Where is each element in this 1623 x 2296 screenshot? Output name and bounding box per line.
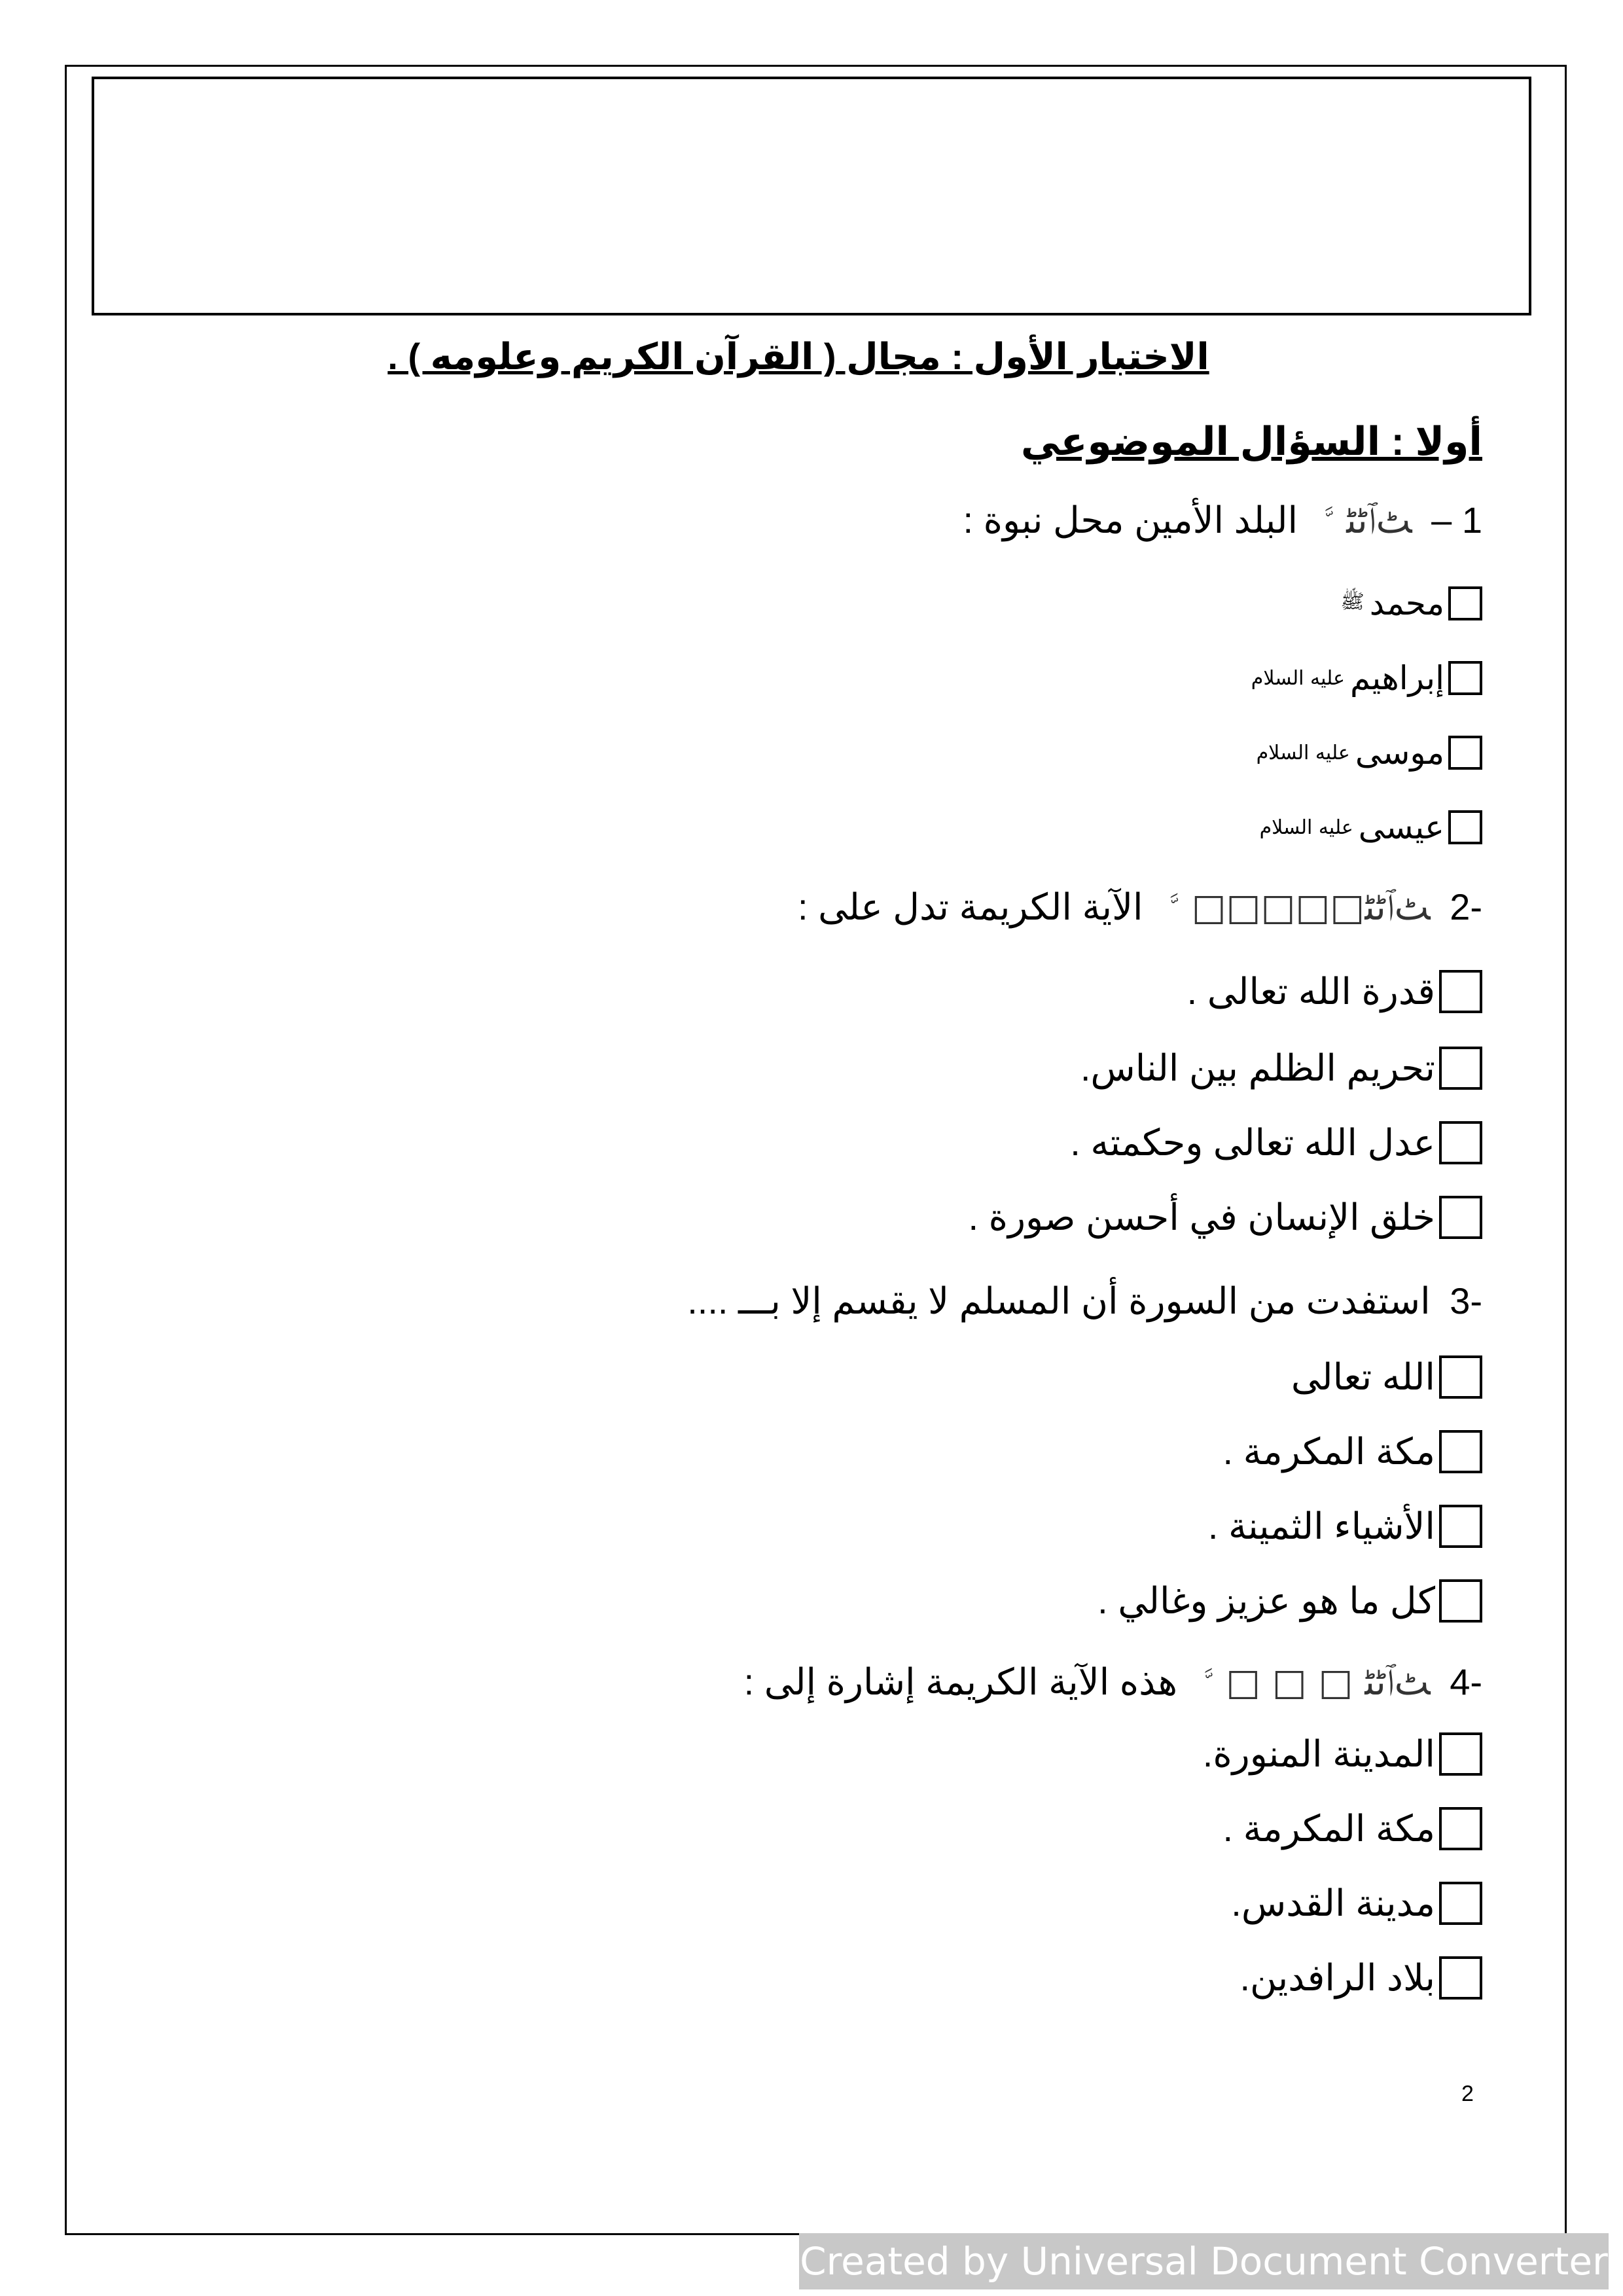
checkbox[interactable] [1439, 1732, 1482, 1776]
option-2-4[interactable] [968, 1191, 1482, 1244]
section-heading: أولا : السؤال الموضوعي [1020, 420, 1482, 463]
option-4-1[interactable] [1203, 1728, 1482, 1780]
honorific-glyph: ﷺ [1340, 590, 1364, 613]
option-label: تحريم الظلم بين الناس. [1080, 1047, 1435, 1088]
checkbox[interactable] [1439, 1956, 1482, 2000]
option-4-3[interactable] [1231, 1877, 1482, 1929]
question-prompt: هذه الآية الكريمة إشارة إلى : [743, 1661, 1178, 1702]
question-prompt: البلد الأمين محل نبوة : [963, 499, 1298, 541]
option-1-4[interactable] [1260, 801, 1482, 853]
option-label: إبراهيم [1349, 660, 1444, 696]
option-3-4[interactable] [1097, 1575, 1482, 1627]
verse-glyphs: ﭧﭐﭨﭩ ﱠ [1323, 499, 1412, 542]
option-1-1[interactable] [1341, 577, 1482, 630]
honorific-glyph: عليه السلام [1256, 741, 1350, 764]
verse-glyphs: ﭧﭐﭨﭩ□□□□□ ﱠ [1169, 886, 1431, 929]
checkbox[interactable] [1439, 1579, 1482, 1623]
checkbox[interactable] [1439, 970, 1482, 1013]
header-box [92, 77, 1531, 315]
question-2 [798, 881, 1482, 934]
option-label: موسى [1355, 734, 1444, 771]
checkbox[interactable] [1448, 810, 1482, 844]
option-label: عيسى [1358, 809, 1444, 846]
option-label: خلق الإنسان في أحسن صورة . [968, 1196, 1435, 1238]
option-label: مكة المكرمة . [1222, 1808, 1435, 1849]
option-2-1[interactable] [1187, 965, 1482, 1018]
option-2-2[interactable] [1080, 1042, 1482, 1094]
option-label: قدرة الله تعالى . [1186, 971, 1435, 1012]
question-number: -3 [1450, 1280, 1482, 1321]
option-3-1[interactable] [1291, 1351, 1482, 1403]
honorific-glyph: عليه السلام [1259, 816, 1353, 839]
option-3-2[interactable] [1223, 1426, 1482, 1478]
question-number: 1 – [1431, 499, 1482, 541]
question-number: -4 [1450, 1661, 1482, 1702]
question-3 [687, 1275, 1482, 1327]
checkbox[interactable] [1439, 1047, 1482, 1090]
option-1-3[interactable] [1257, 726, 1482, 779]
honorific-glyph: عليه السلام [1251, 666, 1345, 690]
option-label: محمد [1369, 585, 1444, 622]
option-label: كل ما هو عزيز وغالي . [1097, 1580, 1435, 1621]
checkbox[interactable] [1439, 1196, 1482, 1239]
checkbox[interactable] [1448, 661, 1482, 695]
option-label: مكة المكرمة . [1222, 1431, 1435, 1472]
question-number: -2 [1450, 886, 1482, 927]
checkbox[interactable] [1439, 1505, 1482, 1548]
checkbox[interactable] [1439, 1882, 1482, 1925]
option-label: الله تعالى [1291, 1356, 1435, 1397]
option-label: عدل الله تعالى وحكمته . [1070, 1122, 1435, 1163]
watermark: Created by Universal Document Converter [799, 2233, 1609, 2289]
checkbox[interactable] [1439, 1807, 1482, 1850]
checkbox[interactable] [1439, 1121, 1482, 1164]
option-label: الأشياء الثمينة . [1207, 1505, 1435, 1547]
option-label: بلاد الرافدين. [1240, 1957, 1435, 1998]
option-4-4[interactable] [1240, 1952, 1482, 2004]
checkbox[interactable] [1448, 736, 1482, 770]
checkbox[interactable] [1439, 1430, 1482, 1473]
checkbox[interactable] [1439, 1355, 1482, 1399]
option-3-3[interactable] [1208, 1500, 1482, 1552]
option-1-2[interactable] [1251, 652, 1482, 704]
exam-title: الاختبار الأول : مجال ( القرآن الكريم وعلومه ) . [387, 336, 1209, 377]
question-4 [744, 1656, 1482, 1709]
question-1 [963, 494, 1482, 547]
question-prompt: الآية الكريمة تدل على : [797, 886, 1143, 927]
option-2-3[interactable] [1070, 1117, 1482, 1169]
option-label: مدينة القدس. [1231, 1882, 1435, 1924]
question-prompt: استفدت من السورة أن المسلم لا يقسم إلا بـــ .... [687, 1280, 1431, 1321]
checkbox[interactable] [1448, 586, 1482, 620]
option-4-2[interactable] [1223, 1803, 1482, 1855]
option-label: المدينة المنورة. [1202, 1733, 1435, 1774]
verse-glyphs: ﭧﭐﭨﭩ □ □ □ ﱠ [1203, 1661, 1431, 1704]
page-number: 2 [1461, 2081, 1474, 2106]
